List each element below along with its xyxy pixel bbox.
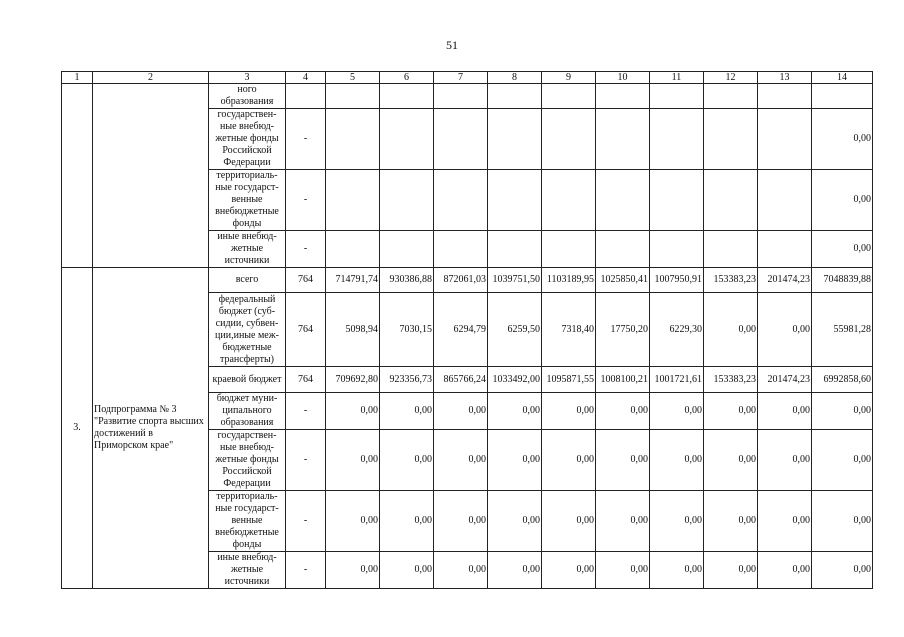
code-cell: [286, 84, 326, 109]
value-cell: 0,00: [434, 491, 488, 552]
value-cell: 0,00: [704, 393, 758, 430]
col-header: 10: [596, 72, 650, 84]
code-cell: -: [286, 552, 326, 589]
value-cell: 0,00: [380, 552, 434, 589]
value-cell: 0,00: [326, 491, 380, 552]
col-header: 1: [62, 72, 93, 84]
value-cell: 0,00: [812, 231, 873, 268]
col-header: 4: [286, 72, 326, 84]
value-cell: 865766,24: [434, 367, 488, 393]
value-cell: [434, 84, 488, 109]
value-cell: 0,00: [542, 491, 596, 552]
value-cell: 0,00: [488, 393, 542, 430]
program-number: 3.: [62, 268, 93, 589]
value-cell: 0,00: [758, 552, 812, 589]
value-cell: 0,00: [812, 430, 873, 491]
col-header: 12: [704, 72, 758, 84]
value-cell: 0,00: [542, 552, 596, 589]
col-header: 14: [812, 72, 873, 84]
value-cell: 0,00: [326, 430, 380, 491]
value-cell: 0,00: [488, 552, 542, 589]
value-cell: [326, 231, 380, 268]
value-cell: [434, 170, 488, 231]
value-cell: 1008100,21: [596, 367, 650, 393]
table-row: [62, 268, 873, 293]
funding-source: государствен-ные внебюд-жетные фонды Российской Федерации: [209, 430, 286, 491]
value-cell: 0,00: [758, 491, 812, 552]
col-header: 13: [758, 72, 812, 84]
value-cell: 1001721,61: [650, 367, 704, 393]
value-cell: 0,00: [488, 430, 542, 491]
code-cell: 764: [286, 367, 326, 393]
code-cell: -: [286, 430, 326, 491]
code-cell: -: [286, 109, 326, 170]
value-cell: 0,00: [434, 552, 488, 589]
code-cell: -: [286, 231, 326, 268]
value-cell: 1025850,41: [596, 268, 650, 293]
col-header: 9: [542, 72, 596, 84]
value-cell: 0,00: [380, 491, 434, 552]
code-cell: 764: [286, 268, 326, 293]
value-cell: 714791,74: [326, 268, 380, 293]
code-cell: -: [286, 491, 326, 552]
value-cell: 17750,20: [596, 293, 650, 367]
value-cell: 0,00: [596, 393, 650, 430]
value-cell: [326, 84, 380, 109]
value-cell: [488, 170, 542, 231]
value-cell: 153383,23: [704, 268, 758, 293]
value-cell: 0,00: [812, 109, 873, 170]
value-cell: 0,00: [704, 552, 758, 589]
value-cell: 0,00: [812, 552, 873, 589]
value-cell: [596, 170, 650, 231]
value-cell: [704, 231, 758, 268]
value-cell: 6294,79: [434, 293, 488, 367]
table-row: [62, 84, 873, 109]
value-cell: [380, 170, 434, 231]
value-cell: 0,00: [758, 430, 812, 491]
value-cell: 6259,50: [488, 293, 542, 367]
value-cell: [596, 84, 650, 109]
funding-source: ного образования: [209, 84, 286, 109]
value-cell: [434, 231, 488, 268]
value-cell: 1039751,50: [488, 268, 542, 293]
value-cell: [704, 109, 758, 170]
value-cell: [488, 109, 542, 170]
value-cell: 0,00: [758, 293, 812, 367]
value-cell: 7030,15: [380, 293, 434, 367]
value-cell: 0,00: [650, 491, 704, 552]
value-cell: 7048839,88: [812, 268, 873, 293]
value-cell: 930386,88: [380, 268, 434, 293]
value-cell: [380, 84, 434, 109]
value-cell: 0,00: [326, 393, 380, 430]
value-cell: [434, 109, 488, 170]
value-cell: 0,00: [596, 430, 650, 491]
value-cell: 0,00: [488, 491, 542, 552]
value-cell: 1103189,95: [542, 268, 596, 293]
value-cell: [650, 170, 704, 231]
value-cell: 923356,73: [380, 367, 434, 393]
value-cell: [488, 84, 542, 109]
value-cell: 0,00: [704, 430, 758, 491]
value-cell: [758, 231, 812, 268]
value-cell: 709692,80: [326, 367, 380, 393]
value-cell: 0,00: [434, 393, 488, 430]
value-cell: [704, 84, 758, 109]
value-cell: 0,00: [812, 491, 873, 552]
value-cell: 1033492,00: [488, 367, 542, 393]
funding-source: федеральный бюджет (суб-сидии, субвен-ции,иные меж-бюджетные трансферты): [209, 293, 286, 367]
col-header: 6: [380, 72, 434, 84]
col-header: 8: [488, 72, 542, 84]
code-cell: 764: [286, 293, 326, 367]
value-cell: [596, 231, 650, 268]
value-cell: 5098,94: [326, 293, 380, 367]
value-cell: [650, 84, 704, 109]
value-cell: 153383,23: [704, 367, 758, 393]
value-cell: 0,00: [758, 393, 812, 430]
funding-source: всего: [209, 268, 286, 293]
col-header: 7: [434, 72, 488, 84]
value-cell: [650, 109, 704, 170]
value-cell: 0,00: [812, 170, 873, 231]
value-cell: [704, 170, 758, 231]
funding-source: иные внебюд-жетные источники: [209, 552, 286, 589]
cont-name-cell: [93, 84, 209, 268]
value-cell: 7318,40: [542, 293, 596, 367]
value-cell: [758, 84, 812, 109]
value-cell: [326, 170, 380, 231]
value-cell: 0,00: [704, 293, 758, 367]
value-cell: 201474,23: [758, 268, 812, 293]
value-cell: 1007950,91: [650, 268, 704, 293]
value-cell: 0,00: [650, 393, 704, 430]
funding-source: территориаль-ные государст-венные внебюджетные фонды: [209, 170, 286, 231]
funding-source: территориаль-ные государст-венные внебюджетные фонды: [209, 491, 286, 552]
value-cell: 0,00: [596, 491, 650, 552]
value-cell: [326, 109, 380, 170]
value-cell: 201474,23: [758, 367, 812, 393]
col-header: 2: [93, 72, 209, 84]
code-cell: -: [286, 393, 326, 430]
value-cell: 0,00: [650, 430, 704, 491]
value-cell: 0,00: [812, 393, 873, 430]
value-cell: 1095871,55: [542, 367, 596, 393]
value-cell: 0,00: [542, 393, 596, 430]
value-cell: [596, 109, 650, 170]
page-number: 51: [446, 38, 458, 52]
value-cell: [542, 84, 596, 109]
value-cell: 0,00: [542, 430, 596, 491]
value-cell: 0,00: [434, 430, 488, 491]
cont-num-cell: [62, 84, 93, 268]
value-cell: 872061,03: [434, 268, 488, 293]
funding-source: иные внебюд-жетные источники: [209, 231, 286, 268]
value-cell: [542, 109, 596, 170]
value-cell: 0,00: [380, 430, 434, 491]
value-cell: 6992858,60: [812, 367, 873, 393]
col-header: 5: [326, 72, 380, 84]
value-cell: [542, 170, 596, 231]
funding-source: государствен-ные внебюд-жетные фонды Российской Федерации: [209, 109, 286, 170]
value-cell: 0,00: [380, 393, 434, 430]
value-cell: 55981,28: [812, 293, 873, 367]
value-cell: [812, 84, 873, 109]
col-header: 3: [209, 72, 286, 84]
value-cell: [542, 231, 596, 268]
value-cell: [488, 231, 542, 268]
column-number-row: [62, 72, 873, 84]
col-header: 11: [650, 72, 704, 84]
value-cell: [758, 109, 812, 170]
value-cell: [380, 231, 434, 268]
value-cell: 0,00: [326, 552, 380, 589]
value-cell: 0,00: [704, 491, 758, 552]
funding-source: бюджет муни-ципального образования: [209, 393, 286, 430]
value-cell: [650, 231, 704, 268]
value-cell: [380, 109, 434, 170]
program-name: Подпрограмма № 3 "Развитие спорта высших достижений в Приморском крае": [93, 268, 209, 589]
value-cell: 6229,30: [650, 293, 704, 367]
value-cell: [758, 170, 812, 231]
value-cell: 0,00: [596, 552, 650, 589]
value-cell: 0,00: [650, 552, 704, 589]
code-cell: -: [286, 170, 326, 231]
funding-source: краевой бюджет: [209, 367, 286, 393]
budget-table: [61, 71, 873, 589]
